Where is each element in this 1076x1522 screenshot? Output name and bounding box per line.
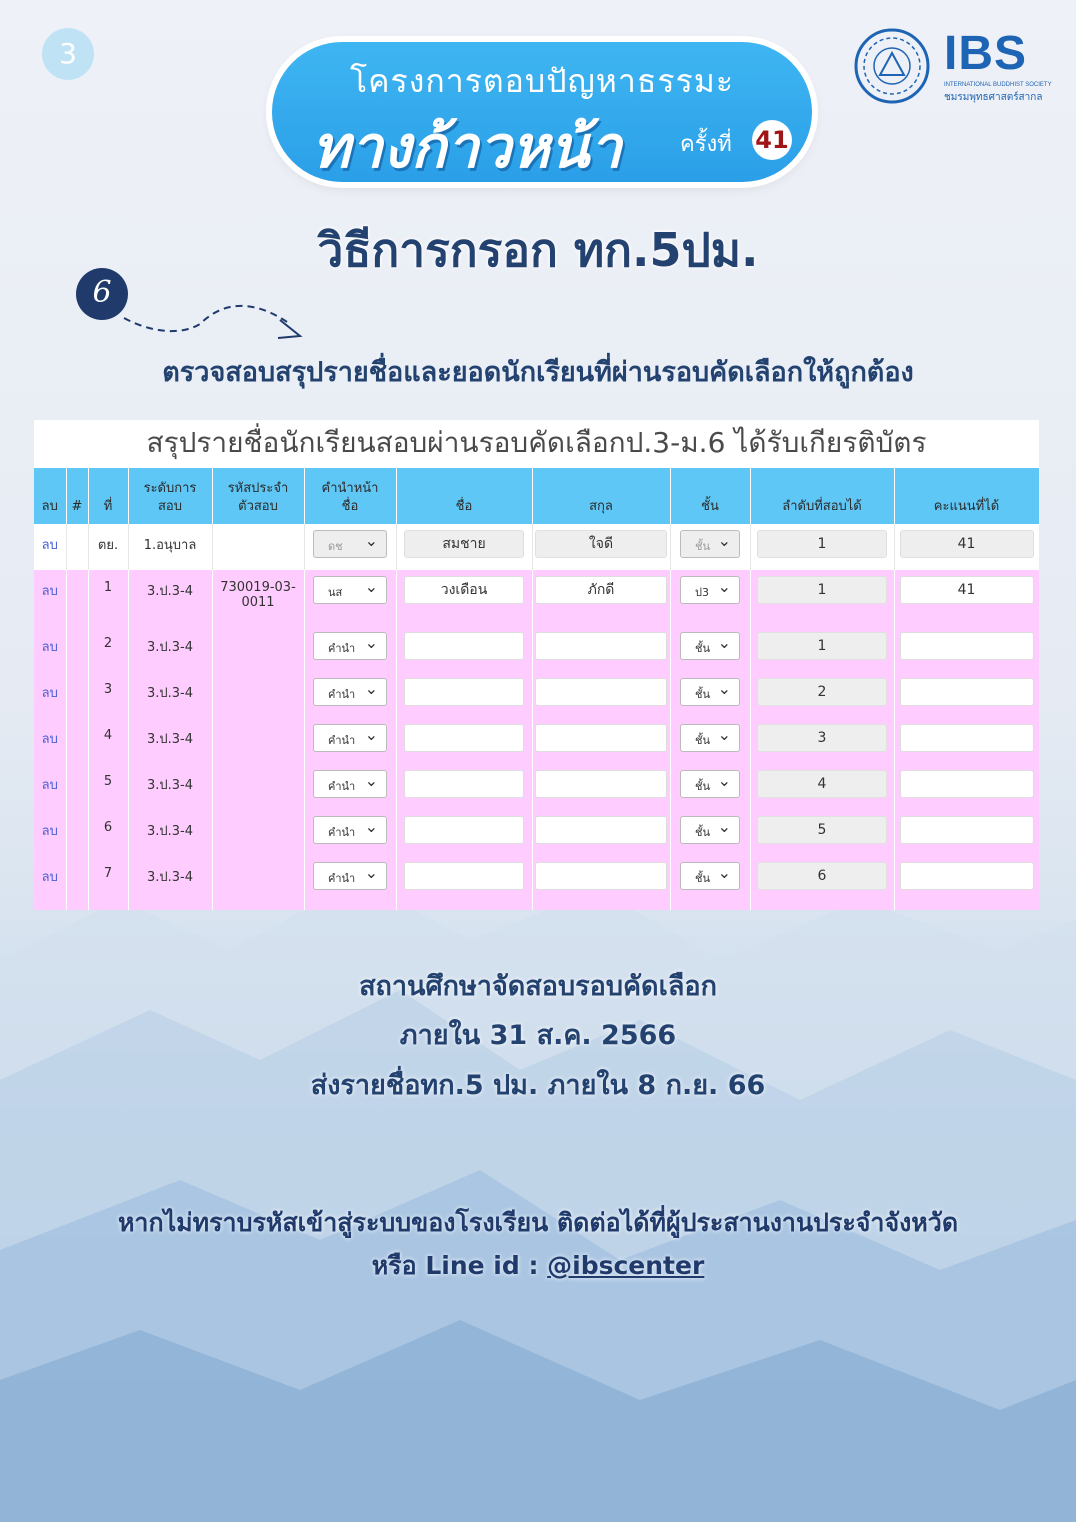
- row-no: 1: [88, 570, 128, 626]
- score-input[interactable]: [900, 816, 1034, 844]
- step-number-badge: 6: [76, 268, 128, 320]
- row-level: 3.ป.3-4: [128, 718, 212, 764]
- student-table: [34, 468, 1039, 910]
- schedule-line-2: ภายใน 31 ส.ค. 2566: [399, 1020, 677, 1051]
- header-prefix: [304, 468, 396, 524]
- row-level: 3.ป.3-4: [128, 764, 212, 810]
- header-code: [212, 468, 304, 524]
- schedule-line-3: ส่งรายชื่อทก.5 ปม. ภายใน 8 ก.ย. 66: [310, 1070, 766, 1101]
- header-rank: ลำดับที่สอบได้: [750, 468, 894, 524]
- project-title-line2: ทางก้าวหน้า: [312, 113, 622, 181]
- grade-select[interactable]: ชั้น ⌄: [680, 816, 740, 844]
- score-input[interactable]: [900, 724, 1034, 752]
- table-row: [34, 718, 1039, 764]
- project-title-line1: โครงการตอบปัญหาธรรมะ: [349, 62, 735, 100]
- name-input[interactable]: สมชาย: [404, 530, 524, 558]
- prefix-select[interactable]: คำนำ ⌄: [313, 862, 387, 890]
- row-no: ตย.: [88, 524, 128, 570]
- header-level-1: ระดับการ: [143, 481, 197, 496]
- logo-subtitle-en: INTERNATIONAL BUDDHIST SOCIETY: [944, 82, 1052, 88]
- grade-select[interactable]: ชั้น ⌄: [680, 724, 740, 752]
- table-row: [34, 856, 1039, 902]
- grade-select[interactable]: ชั้น ⌄: [680, 632, 740, 660]
- name-input[interactable]: [404, 724, 524, 752]
- grade-select[interactable]: ชั้น ⌄: [680, 862, 740, 890]
- grade-select[interactable]: ชั้น ⌄: [680, 678, 740, 706]
- header-level: [128, 468, 212, 524]
- surname-input[interactable]: [535, 816, 667, 844]
- surname-input[interactable]: ภักดี: [535, 576, 667, 604]
- score-input[interactable]: [900, 862, 1034, 890]
- prefix-select[interactable]: ดช ⌄: [313, 530, 387, 558]
- score-input[interactable]: [900, 632, 1034, 660]
- header-name: ชื่อ: [396, 468, 532, 524]
- prefix-select[interactable]: นส ⌄: [313, 576, 387, 604]
- delete-link[interactable]: ลบ: [41, 778, 58, 793]
- header-score: คะแนนที่ได้: [894, 468, 1039, 524]
- delete-link[interactable]: ลบ: [41, 584, 58, 599]
- rank-field: 6: [757, 862, 887, 890]
- row-no: 5: [88, 764, 128, 810]
- schedule-line-1: สถานศึกษาจัดสอบรอบคัดเลือก: [359, 971, 717, 1002]
- header-no: ที่: [88, 468, 128, 524]
- header-code-1: รหัสประจำ: [227, 481, 289, 496]
- row-level: 3.ป.3-4: [128, 810, 212, 856]
- delete-link[interactable]: ลบ: [41, 824, 58, 839]
- header-prefix-1: คำนำหน้า: [321, 481, 379, 496]
- header-delete: ลบ: [34, 468, 66, 524]
- contact-line-prefix: หรือ Line id :: [371, 1251, 548, 1280]
- round-label: ครั้งที่: [680, 132, 732, 157]
- table-row-partial: [34, 902, 1039, 910]
- project-title-banner: [272, 42, 812, 182]
- logo-name: IBS: [944, 27, 1028, 80]
- contact-line-1: หากไม่ทราบรหัสเข้าสู่ระบบของโรงเรียน ติดต่อได้ที่ผู้ประสานงานประจำจังหวัด: [117, 1208, 959, 1237]
- table-row: [34, 764, 1039, 810]
- header-surname: สกุล: [532, 468, 670, 524]
- row-level: 1.อนุบาล: [128, 524, 212, 570]
- sample-row: [34, 524, 1039, 570]
- surname-input[interactable]: [535, 678, 667, 706]
- row-no: 3: [88, 672, 128, 718]
- name-input[interactable]: [404, 862, 524, 890]
- delete-link[interactable]: ลบ: [41, 732, 58, 747]
- prefix-select[interactable]: คำนำ ⌄: [313, 816, 387, 844]
- grade-select[interactable]: ชั้น ⌄: [680, 530, 740, 558]
- surname-input[interactable]: [535, 862, 667, 890]
- row-no: 7: [88, 856, 128, 902]
- page-number: 3: [42, 28, 94, 80]
- row-level: 3.ป.3-4: [128, 856, 212, 902]
- row-code-2: 0011: [241, 595, 275, 610]
- prefix-select[interactable]: คำนำ ⌄: [313, 678, 387, 706]
- name-input[interactable]: [404, 632, 524, 660]
- header-hash: #: [66, 468, 88, 524]
- row-level: 3.ป.3-4: [128, 672, 212, 718]
- surname-input[interactable]: [535, 632, 667, 660]
- row-no: 2: [88, 626, 128, 672]
- rank-field: 4: [757, 770, 887, 798]
- header-prefix-2: ชื่อ: [341, 499, 359, 514]
- table-row: [34, 626, 1039, 672]
- main-heading: วิธีการกรอก ทก.5ปม.: [317, 223, 759, 277]
- rank-field: 1: [757, 632, 887, 660]
- name-input[interactable]: [404, 678, 524, 706]
- header-level-2: สอบ: [158, 499, 182, 514]
- rank-field: 2: [757, 678, 887, 706]
- prefix-select[interactable]: คำนำ ⌄: [313, 632, 387, 660]
- delete-link[interactable]: ลบ: [41, 538, 58, 553]
- score-input[interactable]: 41: [900, 530, 1034, 558]
- row-code-1: 730019-03-: [220, 580, 296, 595]
- row-level: 3.ป.3-4: [128, 626, 212, 672]
- line-id-link[interactable]: @ibscenter: [547, 1251, 705, 1280]
- rank-field: 5: [757, 816, 887, 844]
- table-row: [34, 810, 1039, 856]
- surname-input[interactable]: [535, 724, 667, 752]
- contact-line-2: [0, 1246, 1076, 1286]
- header-grade: ชั้น: [670, 468, 750, 524]
- surname-input[interactable]: [535, 770, 667, 798]
- round-number-badge: 41: [752, 120, 792, 160]
- row-level: 3.ป.3-4: [128, 570, 212, 626]
- grade-select[interactable]: ป3 ⌄: [680, 576, 740, 604]
- rank-field: 1: [757, 530, 887, 558]
- grade-select[interactable]: ชั้น ⌄: [680, 770, 740, 798]
- name-input[interactable]: [404, 816, 524, 844]
- row-no: 4: [88, 718, 128, 764]
- row-code: [212, 570, 304, 626]
- score-input[interactable]: [900, 678, 1034, 706]
- surname-input[interactable]: ใจดี: [535, 530, 667, 558]
- name-input[interactable]: วงเดือน: [404, 576, 524, 604]
- score-input[interactable]: [900, 770, 1034, 798]
- step-instruction: ตรวจสอบสรุปรายชื่อและยอดนักเรียนที่ผ่านรอบคัดเลือกให้ถูกต้อง: [162, 357, 914, 388]
- name-input[interactable]: [404, 770, 524, 798]
- rank-field: 3: [757, 724, 887, 752]
- row-no: 6: [88, 810, 128, 856]
- prefix-select[interactable]: คำนำ ⌄: [313, 724, 387, 752]
- form-screenshot: [34, 420, 1039, 910]
- table-header-row: [34, 468, 1039, 524]
- logo-subtitle-th: ชมรมพุทธศาสตร์สากล: [944, 92, 1043, 103]
- rank-field: 1: [757, 576, 887, 604]
- prefix-select[interactable]: คำนำ ⌄: [313, 770, 387, 798]
- delete-link[interactable]: ลบ: [41, 870, 58, 885]
- dashed-arrow-icon: [120, 296, 310, 346]
- delete-link[interactable]: ลบ: [41, 686, 58, 701]
- score-input[interactable]: 41: [900, 576, 1034, 604]
- header-code-2: ตัวสอบ: [238, 499, 278, 514]
- table-row: [34, 570, 1039, 626]
- delete-link[interactable]: ลบ: [41, 640, 58, 655]
- table-row: [34, 672, 1039, 718]
- form-title: สรุปรายชื่อนักเรียนสอบผ่านรอบคัดเลือกป.3-ม.6 ได้รับเกียรติบัตร: [146, 426, 927, 459]
